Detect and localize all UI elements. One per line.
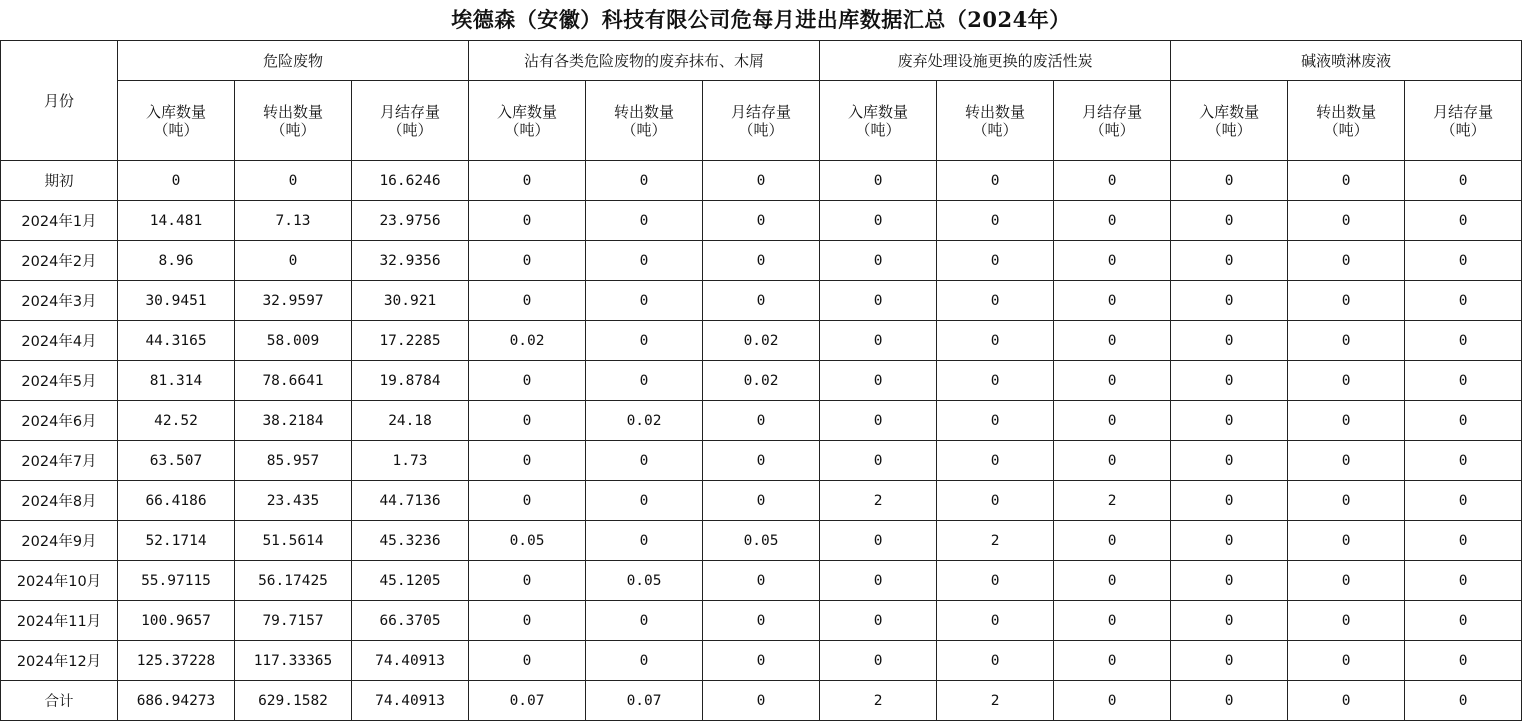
table-cell: 0	[1405, 561, 1522, 601]
table-cell: 44.3165	[118, 321, 235, 361]
table-cell: 0	[1054, 601, 1171, 641]
table-cell: 0	[703, 681, 820, 721]
table-cell: 0	[586, 361, 703, 401]
table-cell: 0	[1171, 601, 1288, 641]
table-cell: 0	[1171, 521, 1288, 561]
table-cell: 0	[1288, 561, 1405, 601]
table-row	[1, 361, 1522, 401]
table-cell: 45.1205	[352, 561, 469, 601]
table-cell: 0	[820, 201, 937, 241]
group-header-row	[1, 41, 1522, 81]
table-cell: 16.6246	[352, 161, 469, 201]
table-cell: 0	[1054, 241, 1171, 281]
table-cell: 0	[1171, 201, 1288, 241]
table-cell: 0	[1288, 201, 1405, 241]
group-header-hazardous-waste: 危险废物	[118, 41, 469, 81]
table-cell: 0.02	[703, 361, 820, 401]
table-body	[1, 161, 1522, 721]
table-cell: 686.94273	[118, 681, 235, 721]
page-title: 埃德森（安徽）科技有限公司危每月进出库数据汇总（2024年）	[451, 7, 1071, 32]
group-header-contaminated-rags: 沾有各类危险废物的废弃抹布、木屑	[469, 41, 820, 81]
table-cell: 66.3705	[352, 601, 469, 641]
table-cell: 0	[1054, 161, 1171, 201]
table-cell: 117.33365	[235, 641, 352, 681]
table-cell: 2	[820, 481, 937, 521]
table-cell: 55.97115	[118, 561, 235, 601]
table-cell: 0	[703, 601, 820, 641]
table-row	[1, 481, 1522, 521]
table-row	[1, 321, 1522, 361]
table-cell: 0	[1054, 681, 1171, 721]
table-cell: 85.957	[235, 441, 352, 481]
table-cell: 0	[1405, 321, 1522, 361]
table-cell: 24.18	[352, 401, 469, 441]
table-cell: 2	[937, 521, 1054, 561]
sub-header-unit: （吨）	[1206, 120, 1252, 139]
month-column-header: 月份	[1, 41, 118, 161]
table-cell: 0	[820, 401, 937, 441]
table-cell: 0	[469, 401, 586, 441]
group-header-activated-carbon: 废弃处理设施更换的废活性炭	[820, 41, 1171, 81]
table-cell: 45.3236	[352, 521, 469, 561]
table-cell: 58.009	[235, 321, 352, 361]
sub-header-out-quantity	[937, 81, 1054, 161]
table-cell: 0	[937, 641, 1054, 681]
table-cell: 0	[469, 481, 586, 521]
sub-header-label: 入库数量	[848, 102, 909, 121]
sub-header-label: 入库数量	[145, 102, 206, 121]
table-cell: 0	[820, 361, 937, 401]
table-cell: 0	[703, 561, 820, 601]
sub-header-row	[1, 81, 1522, 161]
table-cell: 0	[820, 161, 937, 201]
sub-header-in-quantity	[118, 81, 235, 161]
sub-header-label: 月结存量	[1433, 102, 1494, 121]
table-cell: 7.13	[235, 201, 352, 241]
row-label: 2024年7月	[1, 441, 118, 481]
table-cell: 0	[1405, 241, 1522, 281]
sub-header-label: 入库数量	[497, 102, 558, 121]
table-cell: 0	[820, 281, 937, 321]
sub-header-unit: （吨）	[504, 120, 550, 139]
table-cell: 2	[820, 681, 937, 721]
table-cell: 0	[937, 561, 1054, 601]
row-label: 2024年2月	[1, 241, 118, 281]
table-cell: 44.7136	[352, 481, 469, 521]
table-cell: 51.5614	[235, 521, 352, 561]
row-label: 2024年4月	[1, 321, 118, 361]
table-row	[1, 521, 1522, 561]
table-cell: 0	[1288, 681, 1405, 721]
row-label: 2024年9月	[1, 521, 118, 561]
table-cell: 0	[703, 441, 820, 481]
table-cell: 2	[937, 681, 1054, 721]
sub-header-label: 转出数量	[262, 102, 323, 121]
table-cell: 0	[586, 281, 703, 321]
sub-header-month-end-stock	[703, 81, 820, 161]
table-cell: 78.6641	[235, 361, 352, 401]
table-cell: 0	[1288, 161, 1405, 201]
table-cell: 38.2184	[235, 401, 352, 441]
table-cell: 0	[1288, 441, 1405, 481]
table-cell: 23.435	[235, 481, 352, 521]
table-cell: 0	[469, 201, 586, 241]
sub-header-unit: （吨）	[621, 120, 667, 139]
row-label: 合计	[1, 681, 118, 721]
sub-header-unit: （吨）	[1323, 120, 1369, 139]
table-cell: 74.40913	[352, 681, 469, 721]
sub-header-out-quantity	[586, 81, 703, 161]
table-cell: 0.07	[586, 681, 703, 721]
table-cell: 0	[1288, 401, 1405, 441]
table-cell: 0	[586, 481, 703, 521]
table-cell: 0	[1171, 161, 1288, 201]
table-cell: 0	[586, 521, 703, 561]
table-row	[1, 241, 1522, 281]
table-cell: 0	[1288, 361, 1405, 401]
table-cell: 0	[1405, 201, 1522, 241]
table-cell: 0	[1288, 281, 1405, 321]
sub-header-in-quantity	[820, 81, 937, 161]
table-cell: 0	[1054, 441, 1171, 481]
table-cell: 0	[1171, 481, 1288, 521]
sub-header-in-quantity	[1171, 81, 1288, 161]
table-cell: 0	[1405, 361, 1522, 401]
table-cell: 0	[937, 361, 1054, 401]
row-label: 期初	[1, 161, 118, 201]
table-cell: 0	[586, 241, 703, 281]
table-row	[1, 441, 1522, 481]
table-cell: 0	[1054, 321, 1171, 361]
table-cell: 0	[1405, 481, 1522, 521]
row-label: 2024年11月	[1, 601, 118, 641]
table-cell: 0	[1171, 401, 1288, 441]
table-cell: 100.9657	[118, 601, 235, 641]
sub-header-label: 月结存量	[1082, 102, 1143, 121]
table-cell: 0	[937, 441, 1054, 481]
table-cell: 0	[1405, 601, 1522, 641]
sub-header-out-quantity	[235, 81, 352, 161]
table-cell: 0	[703, 401, 820, 441]
table-cell: 0	[1288, 481, 1405, 521]
table-cell: 0	[1405, 441, 1522, 481]
sub-header-out-quantity	[1288, 81, 1405, 161]
table-cell: 0	[1054, 401, 1171, 441]
table-cell: 0	[1054, 521, 1171, 561]
table-cell: 0	[1171, 321, 1288, 361]
table-row	[1, 201, 1522, 241]
row-label: 2024年5月	[1, 361, 118, 401]
table-cell: 0.05	[469, 521, 586, 561]
sub-header-unit: （吨）	[1440, 120, 1486, 139]
table-cell: 19.8784	[352, 361, 469, 401]
table-cell: 0	[469, 641, 586, 681]
table-cell: 14.481	[118, 201, 235, 241]
row-label: 2024年3月	[1, 281, 118, 321]
table-cell: 0	[469, 241, 586, 281]
sub-header-unit: （吨）	[855, 120, 901, 139]
sub-header-month-end-stock	[1054, 81, 1171, 161]
table-cell: 0	[1054, 201, 1171, 241]
table-row	[1, 641, 1522, 681]
table-cell: 0.02	[703, 321, 820, 361]
table-cell: 0	[937, 481, 1054, 521]
table-cell: 74.40913	[352, 641, 469, 681]
sub-header-unit: （吨）	[738, 120, 784, 139]
table-cell: 0	[820, 241, 937, 281]
table-cell: 0	[586, 441, 703, 481]
row-label: 2024年1月	[1, 201, 118, 241]
table-cell: 0	[1405, 641, 1522, 681]
sub-header-unit: （吨）	[153, 120, 199, 139]
table-cell: 0.02	[469, 321, 586, 361]
table-cell: 42.52	[118, 401, 235, 441]
table-cell: 0	[586, 201, 703, 241]
sub-header-label: 入库数量	[1199, 102, 1260, 121]
table-cell: 0.05	[586, 561, 703, 601]
row-label: 2024年12月	[1, 641, 118, 681]
table-cell: 0	[937, 601, 1054, 641]
table-cell: 0	[1405, 401, 1522, 441]
table-cell: 0	[586, 601, 703, 641]
table-cell: 0	[1054, 361, 1171, 401]
table-cell: 0	[937, 201, 1054, 241]
table-cell: 0	[820, 441, 937, 481]
sub-header-unit: （吨）	[387, 120, 433, 139]
table-cell: 125.37228	[118, 641, 235, 681]
table-cell: 0.07	[469, 681, 586, 721]
table-cell: 0.05	[703, 521, 820, 561]
table-cell: 0	[1288, 241, 1405, 281]
table-cell: 0	[937, 281, 1054, 321]
table-cell: 0	[118, 161, 235, 201]
table-cell: 0	[1288, 321, 1405, 361]
table-cell: 30.9451	[118, 281, 235, 321]
table-cell: 0	[703, 201, 820, 241]
row-label: 2024年6月	[1, 401, 118, 441]
table-cell: 0	[586, 161, 703, 201]
table-cell: 0	[1171, 361, 1288, 401]
sub-header-in-quantity	[469, 81, 586, 161]
table-cell: 0	[1405, 281, 1522, 321]
inventory-summary-table	[0, 40, 1522, 721]
table-cell: 2	[1054, 481, 1171, 521]
row-label: 2024年10月	[1, 561, 118, 601]
table-cell: 0	[469, 441, 586, 481]
table-cell: 0	[703, 241, 820, 281]
table-cell: 32.9356	[352, 241, 469, 281]
table-cell: 0	[235, 241, 352, 281]
table-row	[1, 561, 1522, 601]
table-cell: 0	[1405, 681, 1522, 721]
table-cell: 23.9756	[352, 201, 469, 241]
table-cell: 0	[1054, 641, 1171, 681]
table-cell: 1.73	[352, 441, 469, 481]
table-row	[1, 161, 1522, 201]
table-cell: 0	[235, 161, 352, 201]
table-cell: 0	[1171, 681, 1288, 721]
table-cell: 32.9597	[235, 281, 352, 321]
table-cell: 30.921	[352, 281, 469, 321]
row-label: 2024年8月	[1, 481, 118, 521]
table-cell: 0	[1171, 441, 1288, 481]
table-cell: 0	[1171, 641, 1288, 681]
table-cell: 0	[937, 161, 1054, 201]
sub-header-label: 月结存量	[380, 102, 441, 121]
table-cell: 0	[820, 321, 937, 361]
table-row	[1, 681, 1522, 721]
table-cell: 0	[703, 641, 820, 681]
table-cell: 52.1714	[118, 521, 235, 561]
table-cell: 0	[703, 481, 820, 521]
sub-header-unit: （吨）	[972, 120, 1018, 139]
sub-header-label: 转出数量	[1316, 102, 1377, 121]
table-cell: 0.02	[586, 401, 703, 441]
table-cell: 8.96	[118, 241, 235, 281]
table-cell: 0	[1054, 281, 1171, 321]
table-cell: 629.1582	[235, 681, 352, 721]
table-cell: 0	[937, 321, 1054, 361]
table-cell: 0	[586, 321, 703, 361]
table-cell: 0	[469, 561, 586, 601]
sub-header-month-end-stock	[1405, 81, 1522, 161]
table-cell: 0	[1171, 561, 1288, 601]
sub-header-label: 转出数量	[614, 102, 675, 121]
table-cell: 63.507	[118, 441, 235, 481]
table-cell: 0	[469, 161, 586, 201]
table-cell: 0	[820, 561, 937, 601]
group-header-alkali-spray-waste: 碱液喷淋废液	[1171, 41, 1522, 81]
table-cell: 79.7157	[235, 601, 352, 641]
table-cell: 0	[1288, 641, 1405, 681]
table-cell: 0	[1405, 521, 1522, 561]
table-cell: 0	[586, 641, 703, 681]
table-row	[1, 401, 1522, 441]
table-cell: 0	[820, 601, 937, 641]
table-cell: 0	[1054, 561, 1171, 601]
table-cell: 0	[469, 281, 586, 321]
sub-header-unit: （吨）	[270, 120, 316, 139]
table-cell: 66.4186	[118, 481, 235, 521]
table-cell: 0	[937, 241, 1054, 281]
table-cell: 0	[937, 401, 1054, 441]
table-cell: 0	[1171, 281, 1288, 321]
table-cell: 17.2285	[352, 321, 469, 361]
sub-header-label: 月结存量	[731, 102, 792, 121]
table-cell: 0	[1288, 521, 1405, 561]
table-row	[1, 281, 1522, 321]
sub-header-unit: （吨）	[1089, 120, 1135, 139]
table-cell: 0	[1405, 161, 1522, 201]
table-cell: 0	[820, 521, 937, 561]
table-cell: 0	[703, 281, 820, 321]
table-cell: 56.17425	[235, 561, 352, 601]
table-row	[1, 601, 1522, 641]
sub-header-month-end-stock	[352, 81, 469, 161]
sub-header-label: 转出数量	[965, 102, 1026, 121]
table-cell: 0	[1288, 601, 1405, 641]
table-cell: 0	[469, 601, 586, 641]
table-cell: 81.314	[118, 361, 235, 401]
table-cell: 0	[820, 641, 937, 681]
table-cell: 0	[469, 361, 586, 401]
table-cell: 0	[703, 161, 820, 201]
table-cell: 0	[1171, 241, 1288, 281]
